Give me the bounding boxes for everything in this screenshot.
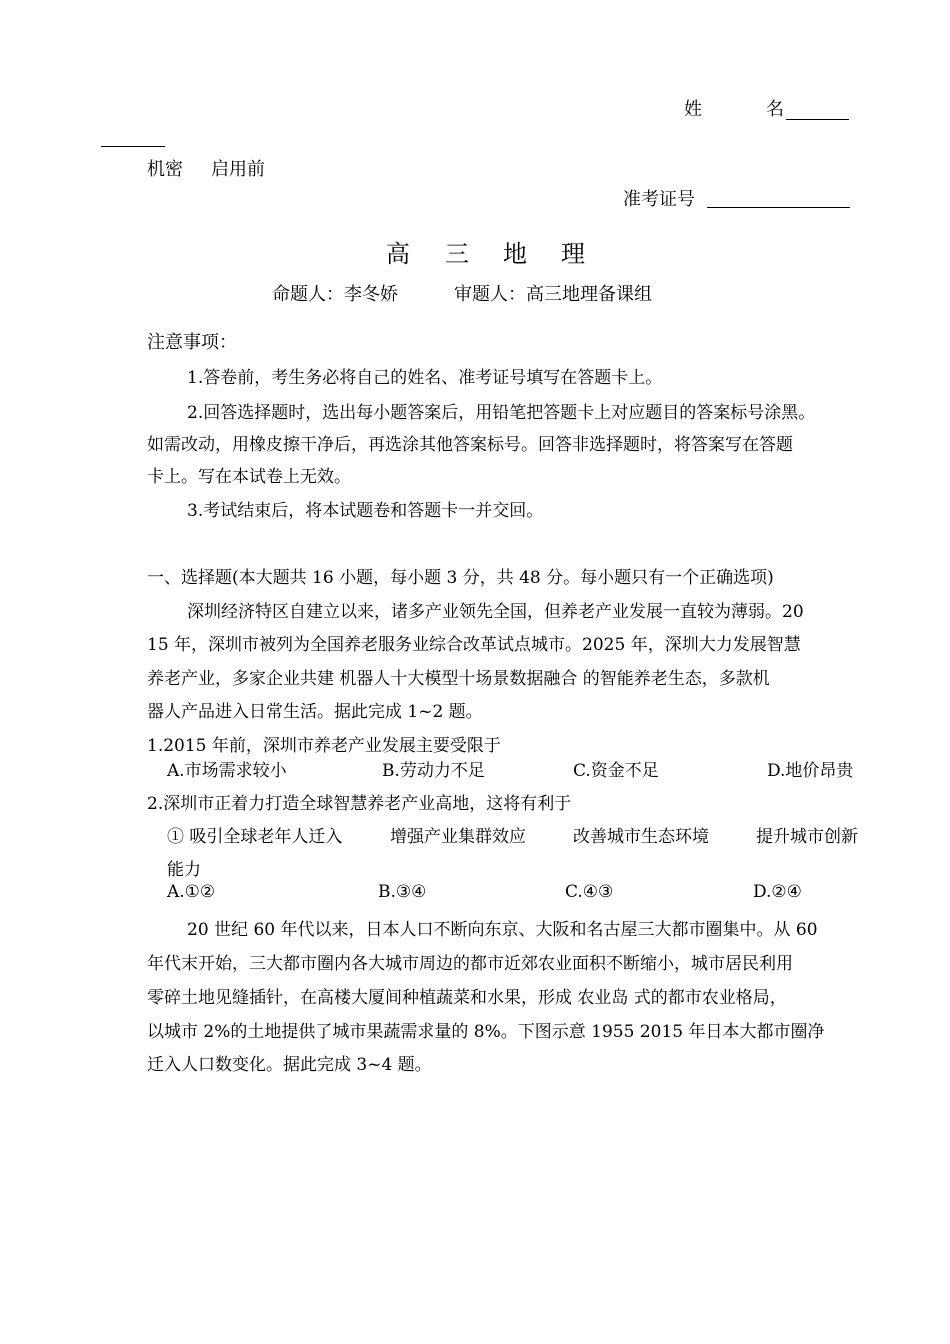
passage2-line-5: 迁入人口数变化。据此完成 3~4 题。 [147, 1055, 432, 1075]
q2-stem: 2.深圳市正着力打造全球智慧养老产业高地，这将有利于 [147, 794, 572, 814]
q1-option-b: B.劳动力不足 [382, 761, 485, 781]
q2-item-4-continued: 能力 [167, 860, 201, 880]
passage1-line-1: 深圳经济特区自建立以来，诸多产业领先全国，但养老产业发展一直较为薄弱。20 [187, 602, 804, 622]
q2-option-d: D.②④ [753, 882, 802, 902]
setter-line: 命题人：李冬娇 [272, 284, 398, 305]
title-char-3: 地 [503, 240, 529, 268]
note-2-line-2: 如需改动，用橡皮擦干净后，再选涂其他答案标号。回答非选择题时，将答案写在答题 [147, 435, 793, 455]
title-char-4: 理 [561, 240, 587, 268]
q2-item-4: 提升城市创新 [756, 827, 858, 847]
exam-id-label: 准考证号 [623, 189, 695, 210]
confidential-label: 机密 [147, 159, 183, 180]
q1-option-d: D.地价昂贵 [767, 761, 854, 781]
before-use-label: 启用前 [211, 159, 265, 180]
note-2-line-3: 卡上。写在本试卷上无效。 [147, 467, 351, 487]
title-char-2: 三 [445, 240, 471, 268]
q1-stem: 1.2015 年前，深圳市养老产业发展主要受限于 [147, 736, 501, 756]
q2-item-1: ① 吸引全球老年人迁入 [167, 827, 343, 847]
q1-option-a: A.市场需求较小 [167, 761, 287, 781]
reviewer-line: 审题人：高三地理备课组 [454, 284, 652, 305]
q2-option-b: B.③④ [378, 882, 427, 902]
name-underline-wrap [101, 146, 165, 147]
passage2-line-1: 20 世纪 60 年代以来，日本人口不断向东京、大阪和名古屋三大都市圈集中。从 60 [187, 920, 818, 940]
q2-option-a: A.①② [167, 882, 216, 902]
name-label-2: 名 [766, 99, 784, 120]
passage2-line-3: 零碎土地见缝插针，在高楼大厦间种植蔬菜和水果，形成 农业岛 式的都市农业格局， [147, 988, 787, 1008]
q2-item-2: 增强产业集群效应 [390, 827, 526, 847]
q2-option-c: C.④③ [565, 882, 614, 902]
passage1-line-3: 养老产业，多家企业共建 机器人十大模型十场景数据融合 的智能养老生态，多款机 [147, 669, 770, 689]
notes-heading: 注意事项： [147, 332, 237, 353]
exam-id-underline [707, 207, 850, 208]
note-3: 3.考试结束后，将本试题卷和答题卡一并交回。 [187, 501, 544, 521]
name-label-1: 姓 [684, 99, 702, 120]
name-underline [786, 119, 849, 120]
note-1: 1.答卷前，考生务必将自己的姓名、准考证号填写在答题卡上。 [187, 368, 663, 388]
passage1-line-4: 器人产品进入日常生活。据此完成 1~2 题。 [147, 702, 483, 722]
note-2-line-1: 2.回答选择题时，选出每小题答案后，用铅笔把答题卡上对应题目的答案标号涂黑。 [187, 403, 816, 423]
section1-heading: 一、选择题(本大题共 16 小题，每小题 3 分，共 48 分。每小题只有一个正确选项) [147, 568, 774, 588]
q2-item-3: 改善城市生态环境 [573, 827, 709, 847]
passage2-line-4: 以城市 2%的土地提供了城市果蔬需求量的 8%。下图示意 1955 2015 年日本大都市圈净 [147, 1022, 825, 1042]
title-char-1: 高 [386, 240, 412, 268]
q1-option-c: C.资金不足 [573, 761, 659, 781]
passage1-line-2: 15 年，深圳市被列为全国养老服务业综合改革试点城市。2025 年，深圳大力发展智慧 [147, 635, 801, 655]
passage2-line-2: 年代末开始，三大都市圈内各大城市周边的都市近郊农业面积不断缩小，城市居民利用 [147, 954, 793, 974]
